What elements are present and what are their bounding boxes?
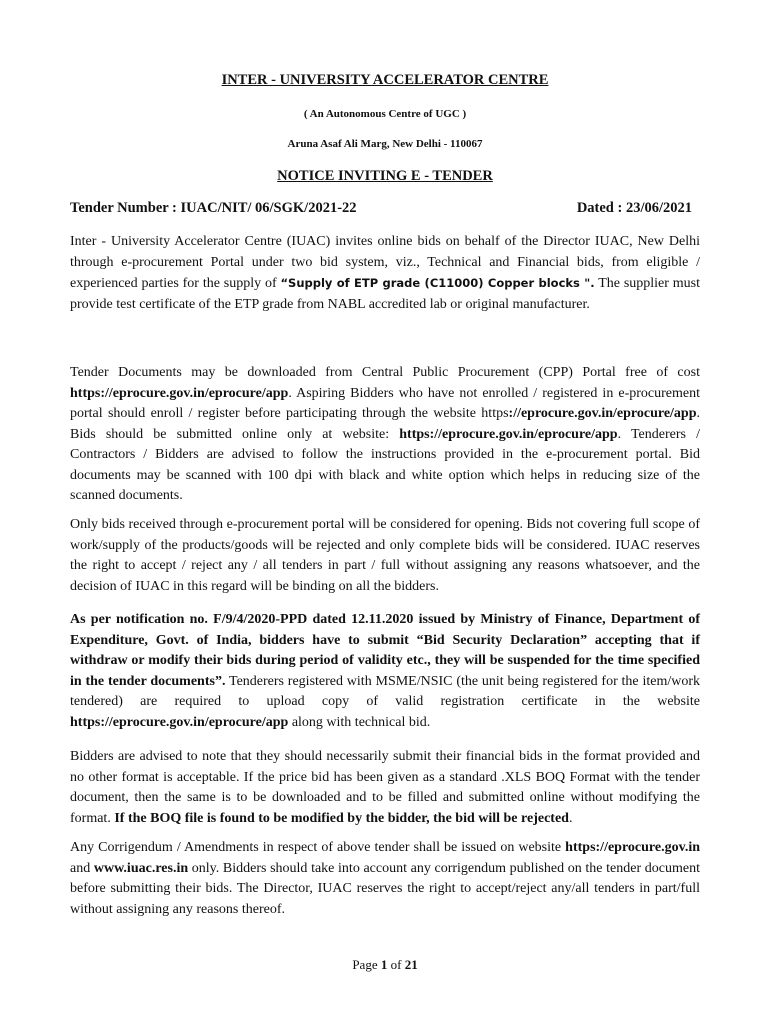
financial-text-2: . (568, 810, 573, 826)
tender-line (70, 200, 692, 217)
institution-subtitle: ( An Autonomous Centre of UGC ) (303, 108, 467, 120)
paragraph-financial-bids (70, 747, 700, 829)
paragraph-intro (70, 232, 700, 315)
paragraph-tender-documents (70, 363, 700, 507)
cpp-portal-link-2[interactable]: ://eprocure.gov.in/eprocure/app (508, 406, 697, 421)
institution-address: Aruna Asaf Ali Marg, New Delhi - 110067 (287, 138, 483, 150)
msme-text-1: Tenderers registered with MSME/NSIC (the unit being registered for the item/work tendered) are required to upload copy of valid registration certificate in the website (70, 673, 700, 709)
corrigendum-text-2: and (70, 860, 94, 876)
docs-text-4: . Tenderers / Contractors / Bidders are advised to follow the instructions provided in the e-procurement portal. Bid documents may be scanned with 100 dpi with black and white option which helps in reducing size of the scanned documents. (70, 426, 700, 503)
tender-number: Tender Number : IUAC/NIT/ 06/SGK/2021-22 (70, 200, 357, 216)
page-footer (0, 957, 770, 973)
eprocure-link[interactable]: https://eprocure.gov.in/eprocure/app (70, 714, 289, 730)
corrigendum-text-3: only. Bidders should take into account any corrigendum published on the tender document before submitting their bids. The Director, IUAC reserves the right to accept/reject any/all tenders in part/full without assigning any reasons thereof. (70, 860, 701, 917)
cpp-portal-link-1[interactable]: https://eprocure.gov.in/eprocure/app (70, 385, 289, 401)
msme-text-2: along with technical bid. (288, 714, 431, 730)
cpp-portal-link-3[interactable]: https://eprocure.gov.in/eprocure/app (399, 426, 618, 442)
paragraph-corrigendum (70, 838, 700, 920)
intro-text-2: The supplier must provide test certificate of the ETP grade from NABL accredited lab or original manufacturer. (70, 276, 701, 312)
financial-text-1: Bidders are advised to note that they should necessarily submit their financial bids in the format provided and no other format is acceptable. If the price bid has been given as a standard .XLS BOQ Format with the tender document, then the same is to be downloaded and to be filled and submitted online without modifying the format. (70, 749, 700, 826)
iuac-website-link[interactable]: www.iuac.res.in (93, 860, 189, 876)
boq-warning: If the BOQ file is found to be modified by the bidder, the bid will be rejected (114, 810, 569, 826)
docs-text-2: . Aspiring Bidders who have not enrolled / registered in e-procurement portal should enroll / register before participating through the website https (70, 385, 700, 421)
notice-heading: NOTICE INVITING E - TENDER (277, 168, 493, 184)
notification-bold: As per notification no. F/9/4/2020-PPD dated 12.11.2020 issued by Ministry of Finance, Department of Expenditure, Govt. of India, bidders have to submit “Bid Security Declaration” accepting that if withdraw or modify their bids during period of validity etc., they will be suspended for the time specified in the tender documents”. (70, 612, 700, 689)
page-number: 1 (380, 957, 388, 972)
tender-date: Dated : 23/06/2021 (576, 200, 692, 216)
page-total: 21 (404, 957, 418, 972)
docs-text-3: . Bids should be submitted online only at website: (70, 406, 700, 442)
paragraph-bid-security (70, 610, 700, 733)
supply-item: “Supply of ETP grade (C11000) Copper blocks ". (280, 276, 595, 290)
intro-text: Inter - University Accelerator Centre (IUAC) invites online bids on behalf of the Director IUAC, New Delhi through e-procurement Portal under two bid system, viz., Technical and Financial bids, from eligible / experienced parties for the supply of (70, 234, 700, 291)
corrigendum-text-1: Any Corrigendum / Amendments in respect of above tender shall be issued on website (70, 840, 566, 855)
page-word: Page (352, 957, 381, 972)
of-word: of (387, 957, 405, 972)
paragraph-bid-consideration: Only bids received through e-procurement portal will be considered for opening. Bids not covering full scope of work/supply of the products/goods will be rejected and only complete bids will be considered. IUAC reserves the right to accept / reject any / all tenders in part / full without assigning any reasons whatsoever, and the decision of IUAC in this regard will be binding on all the bidders. (70, 517, 700, 594)
eprocure-home-link[interactable]: https://eprocure.gov.in (565, 840, 700, 855)
institution-title: INTER - UNIVERSITY ACCELERATOR CENTRE (221, 72, 549, 88)
docs-text-1: Tender Documents may be downloaded from Central Public Procurement (CPP) Portal free of cost (70, 365, 700, 380)
